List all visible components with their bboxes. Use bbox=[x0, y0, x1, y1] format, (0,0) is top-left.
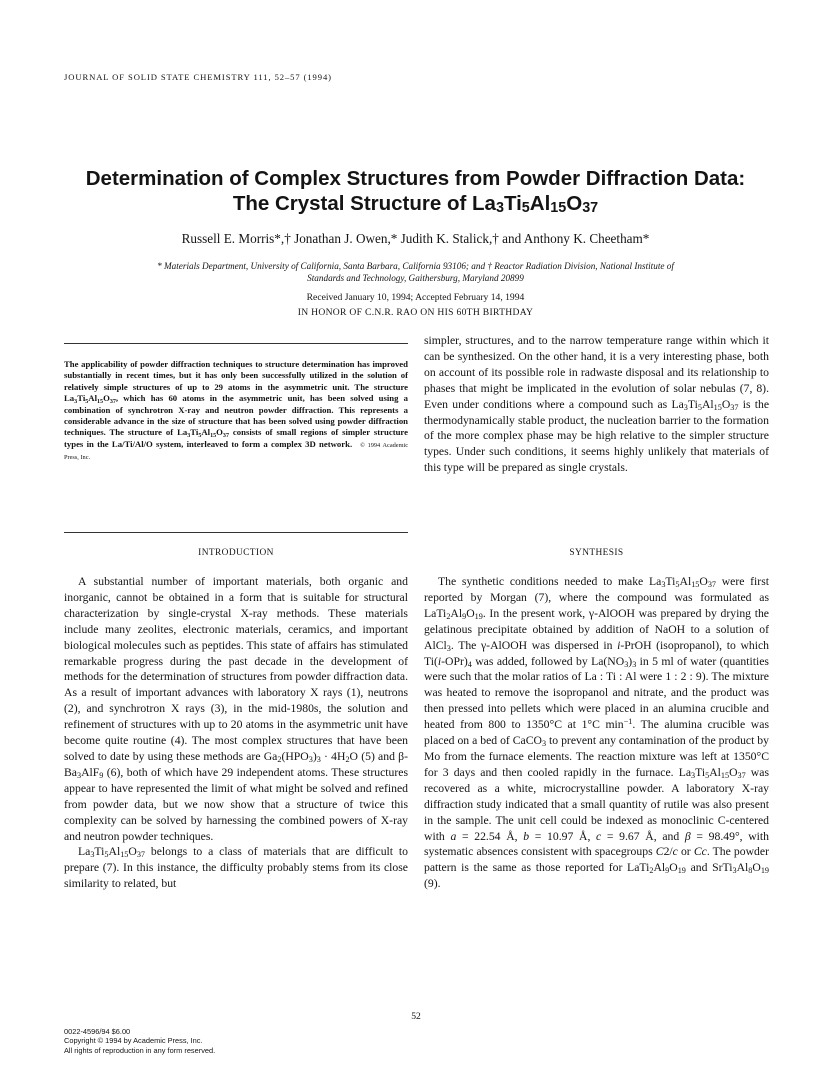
introduction-body bbox=[64, 574, 408, 892]
journal-header: JOURNAL OF SOLID STATE CHEMISTRY 111, 52–57 (1994) bbox=[64, 72, 332, 82]
abstract-copyright: © 1994 Academic Press, Inc. bbox=[64, 441, 409, 462]
abstract-bottom-rule bbox=[64, 532, 408, 533]
abstract-text: The applicability of powder diffraction techniques to structure determination has improved substantially in recent times, but it has only been successfully utilized in the solution of relatively simple structures of up to 29 atoms in the asymmetric unit. The structure $La_3Ti_5Al_{15}O_{37}$, which has 60 atoms in the asymmetric unit, has been solved using a combination of synchrotron X-ray and neutron powder diffraction. This represents a considerable advance in the size of structure that has been solved using powder diffraction techniques. The structure of $La_3Ti_5Al_{15}O_{37}$ consists of small regions of simpler structure types in the La/Ti/Al/O system, interleaved to form a complex 3D network. bbox=[64, 359, 408, 449]
abstract-top-rule bbox=[64, 343, 408, 344]
right-column-continuation bbox=[424, 333, 769, 476]
author-list: Russell E. Morris*,† Jonathan J. Owen,* Judith K. Stalick,† and Anthony K. Cheetham* bbox=[181, 231, 650, 246]
copyright-footer bbox=[64, 1027, 215, 1055]
footer-line: All rights of reproduction in any form reserved. bbox=[64, 1045, 216, 1055]
dedication: IN HONOR OF C.N.R. RAO ON HIS 60TH BIRTHDAY bbox=[297, 307, 534, 318]
affiliations: * Materials Department, University of California, Santa Barbara, California 93106; and † Reactor Radiation Division, National Institute of Standards and Technology, Gaithersburg, Maryland 20899 bbox=[157, 261, 674, 283]
page-number: 52 bbox=[411, 1011, 421, 1022]
abstract bbox=[64, 359, 408, 464]
section-heading-introduction: INTRODUCTION bbox=[198, 548, 274, 558]
section-heading-synthesis: SYNTHESIS bbox=[569, 548, 624, 558]
paper-title-line-2: The Crystal Structure of $La_3Ti_5Al_{15}O_{37}$ bbox=[232, 192, 599, 216]
paper-title-line-1: Determination of Complex Structures from Powder Diffraction Data: bbox=[85, 167, 746, 190]
footer-line: Copyright © 1994 by Academic Press, Inc. bbox=[64, 1036, 203, 1046]
paragraph: simpler, structures, and to the narrow temperature range within which it can be synthesized. On the other hand, it is a very interesting phase, both on account of its possible role in radwaste disposal and its relationship to phases that might be implicated in the evolution of solar nebulas (7, 8). Even under conditions where a compound such as $La_3Ti_5Al_{15}O_{37}$ is the thermodynamically stable product, the nucleation barrier to the formation of the more complex phase may be high relative to the simpler structure types. Under such conditions, it seems highly unlikely that materials of this type will be prepared as single crystals. bbox=[424, 334, 770, 475]
synthesis-body bbox=[424, 574, 769, 892]
received-dates: Received January 10, 1994; Accepted February 14, 1994 bbox=[306, 292, 525, 303]
paragraph: The synthetic conditions needed to make $La_3Ti_5Al_{15}O_{37}$ were first reported by Morgan (7), where the compound was formulated as $LaTi_2Al_9O_{19}$. In the present work, γ-AlOOH was prepared by drying the gelatinous precipitate obtained by addition of NaOH to a solution of AlCl$_3$. The γ-AlOOH was dispersed in i-PrOH (isopropanol), to which $Ti(i-OPr)_4$ was added, followed by $La(NO_3)_3$ in 5 ml of water (quantities were such that the molar ratios of La : Ti : Al were 1 : 2 : 9). The mixture was heated to remove the isopropanol and nitrate, and the product was then pressed into pellets which were placed in an alumina crucible and heated from 800 to 1350°C at 1°C $\min^{-1}$. The alumina crucible was placed on a bed of CaCO$_3$ to prevent any contamination of the product by Mo from the furnace elements. The reaction mixture was left at 1350°C for 3 days and then cooled rapidly in the furnace. $La_3Ti_5Al_{15}O_{37}$ was recovered as a white, microcrystalline powder. A laboratory X-ray diffraction study indicated that a small quantity of rutile was also present in the sample. The unit cell could be indexed as monoclinic C-centered with a = 22.54 Å, b = 10.97 Å, c = 9.67 Å, and β = 98.49°, with systematic absences consistent with spacegroups C2/c or Cc. The powder pattern is the same as those reported for $LaTi_2Al_9O_{19}$ and $SrTi_3Al_8O_{19}$ (9). bbox=[424, 575, 770, 891]
paragraph: $La_3Ti_5Al_{15}O_{37}$ belongs to a class of materials that are difficult to prepare (7). In this instance, the difficulty probably stems from its close similarity to related, but bbox=[64, 845, 408, 891]
paragraph: A substantial number of important materials, both organic and inorganic, cannot be obtained in a form that is suitable for structural characterization by single-crystal X-ray methods. These materials include many zeolites, electronic materials, ceramics, and important biological molecules such as peptides. This state of affairs has stimulated remarkable progress during the past decade in the development of methods for the determination of structures from powder diffraction data. As a result of important advances with laboratory X rays (1), neutrons (2), and synchrotron X rays (3), in the mid-1980s, the solution and refinement of structures with up to 20 atoms in the asymmetric unit have become quite routine (4). The most complex structures that have been solved to date by using these methods are $Ga_2(HPO_3)_3 \cdot 4H_2O$ (5) and $\beta-Ba_3AlF_9$ (6), both of which have 29 independent atoms. These structures appear to have represented the limit of what might be solved and refined from powder data, but we now show that a structure of twice this complexity can be solved by harnessing the combined powers of X-ray and neutron powder techniques. bbox=[64, 575, 408, 843]
footer-line: 0022-4596/94 $6.00 bbox=[64, 1027, 131, 1036]
